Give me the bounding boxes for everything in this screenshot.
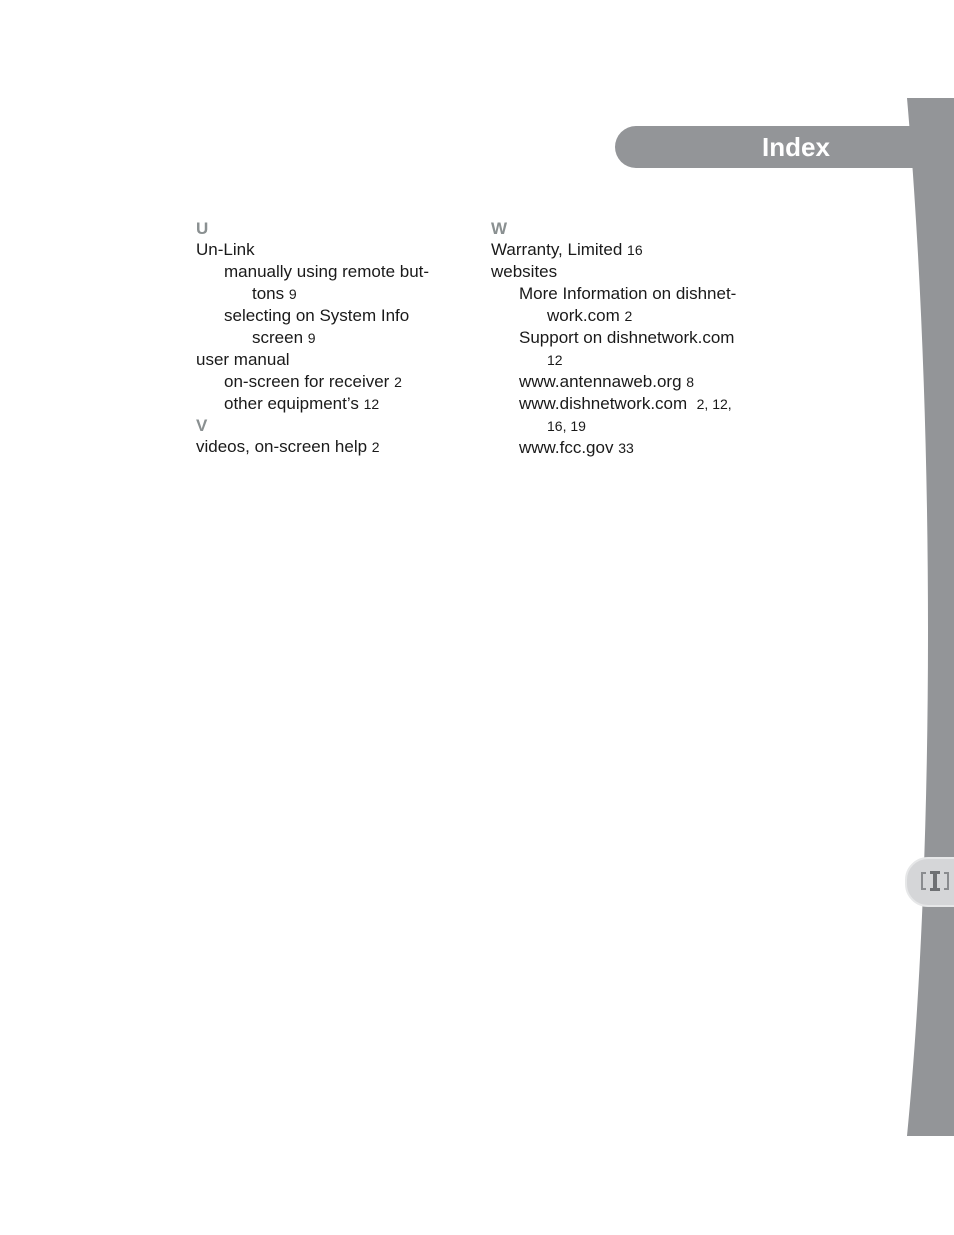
index-subentry: More Information on dishnet- [519,284,737,303]
index-subentry: manually using remote but- [224,262,430,281]
index-continuation: tons 9 [252,284,297,303]
page-number: 9 [288,286,297,302]
index-letter-w: W [491,219,508,238]
page-number: 8 [686,374,695,390]
index-subentry: on-screen for receiver 2 [224,372,402,391]
page-number: 2 [371,439,380,455]
page-number: 16 [627,242,643,258]
page-number: 9 [307,330,316,346]
index-letter-v: V [196,416,208,435]
index-column-right [491,218,758,459]
page-title: Index [762,132,830,162]
index-term-websites: websites [491,262,558,281]
page-number: 2, 12, [696,396,732,412]
page-number: 2 [394,374,402,390]
index-term-videos: videos, on-screen help 2 [196,437,380,456]
index-letter-u: U [196,219,209,238]
index-term-user-manual: user manual [196,350,290,369]
index-column-left [196,218,463,458]
index-subentry: Support on dishnetwork.com [519,328,735,347]
page-number: 16, 19 [547,418,586,434]
index-continuation: screen 9 [252,328,316,347]
page-number: 33 [618,440,634,456]
page-number: 2 [624,308,633,324]
index-subentry: www.antennaweb.org 8 [519,372,695,391]
index-subentry: www.dishnetwork.com 2, 12, [519,394,732,413]
index-term-warranty: Warranty, Limited 16 [491,240,643,259]
index-subentry: selecting on System Info [224,306,410,325]
bracket-i-icon [918,868,952,894]
page-number: 12 [547,352,563,368]
index-term-unlink: Un-Link [196,240,255,259]
page-number: 12 [363,396,380,412]
index-subentry: other equipment’s 12 [224,394,380,413]
index-continuation: work.com 2 [547,306,633,325]
index-subentry: www.fcc.gov 33 [519,438,634,457]
